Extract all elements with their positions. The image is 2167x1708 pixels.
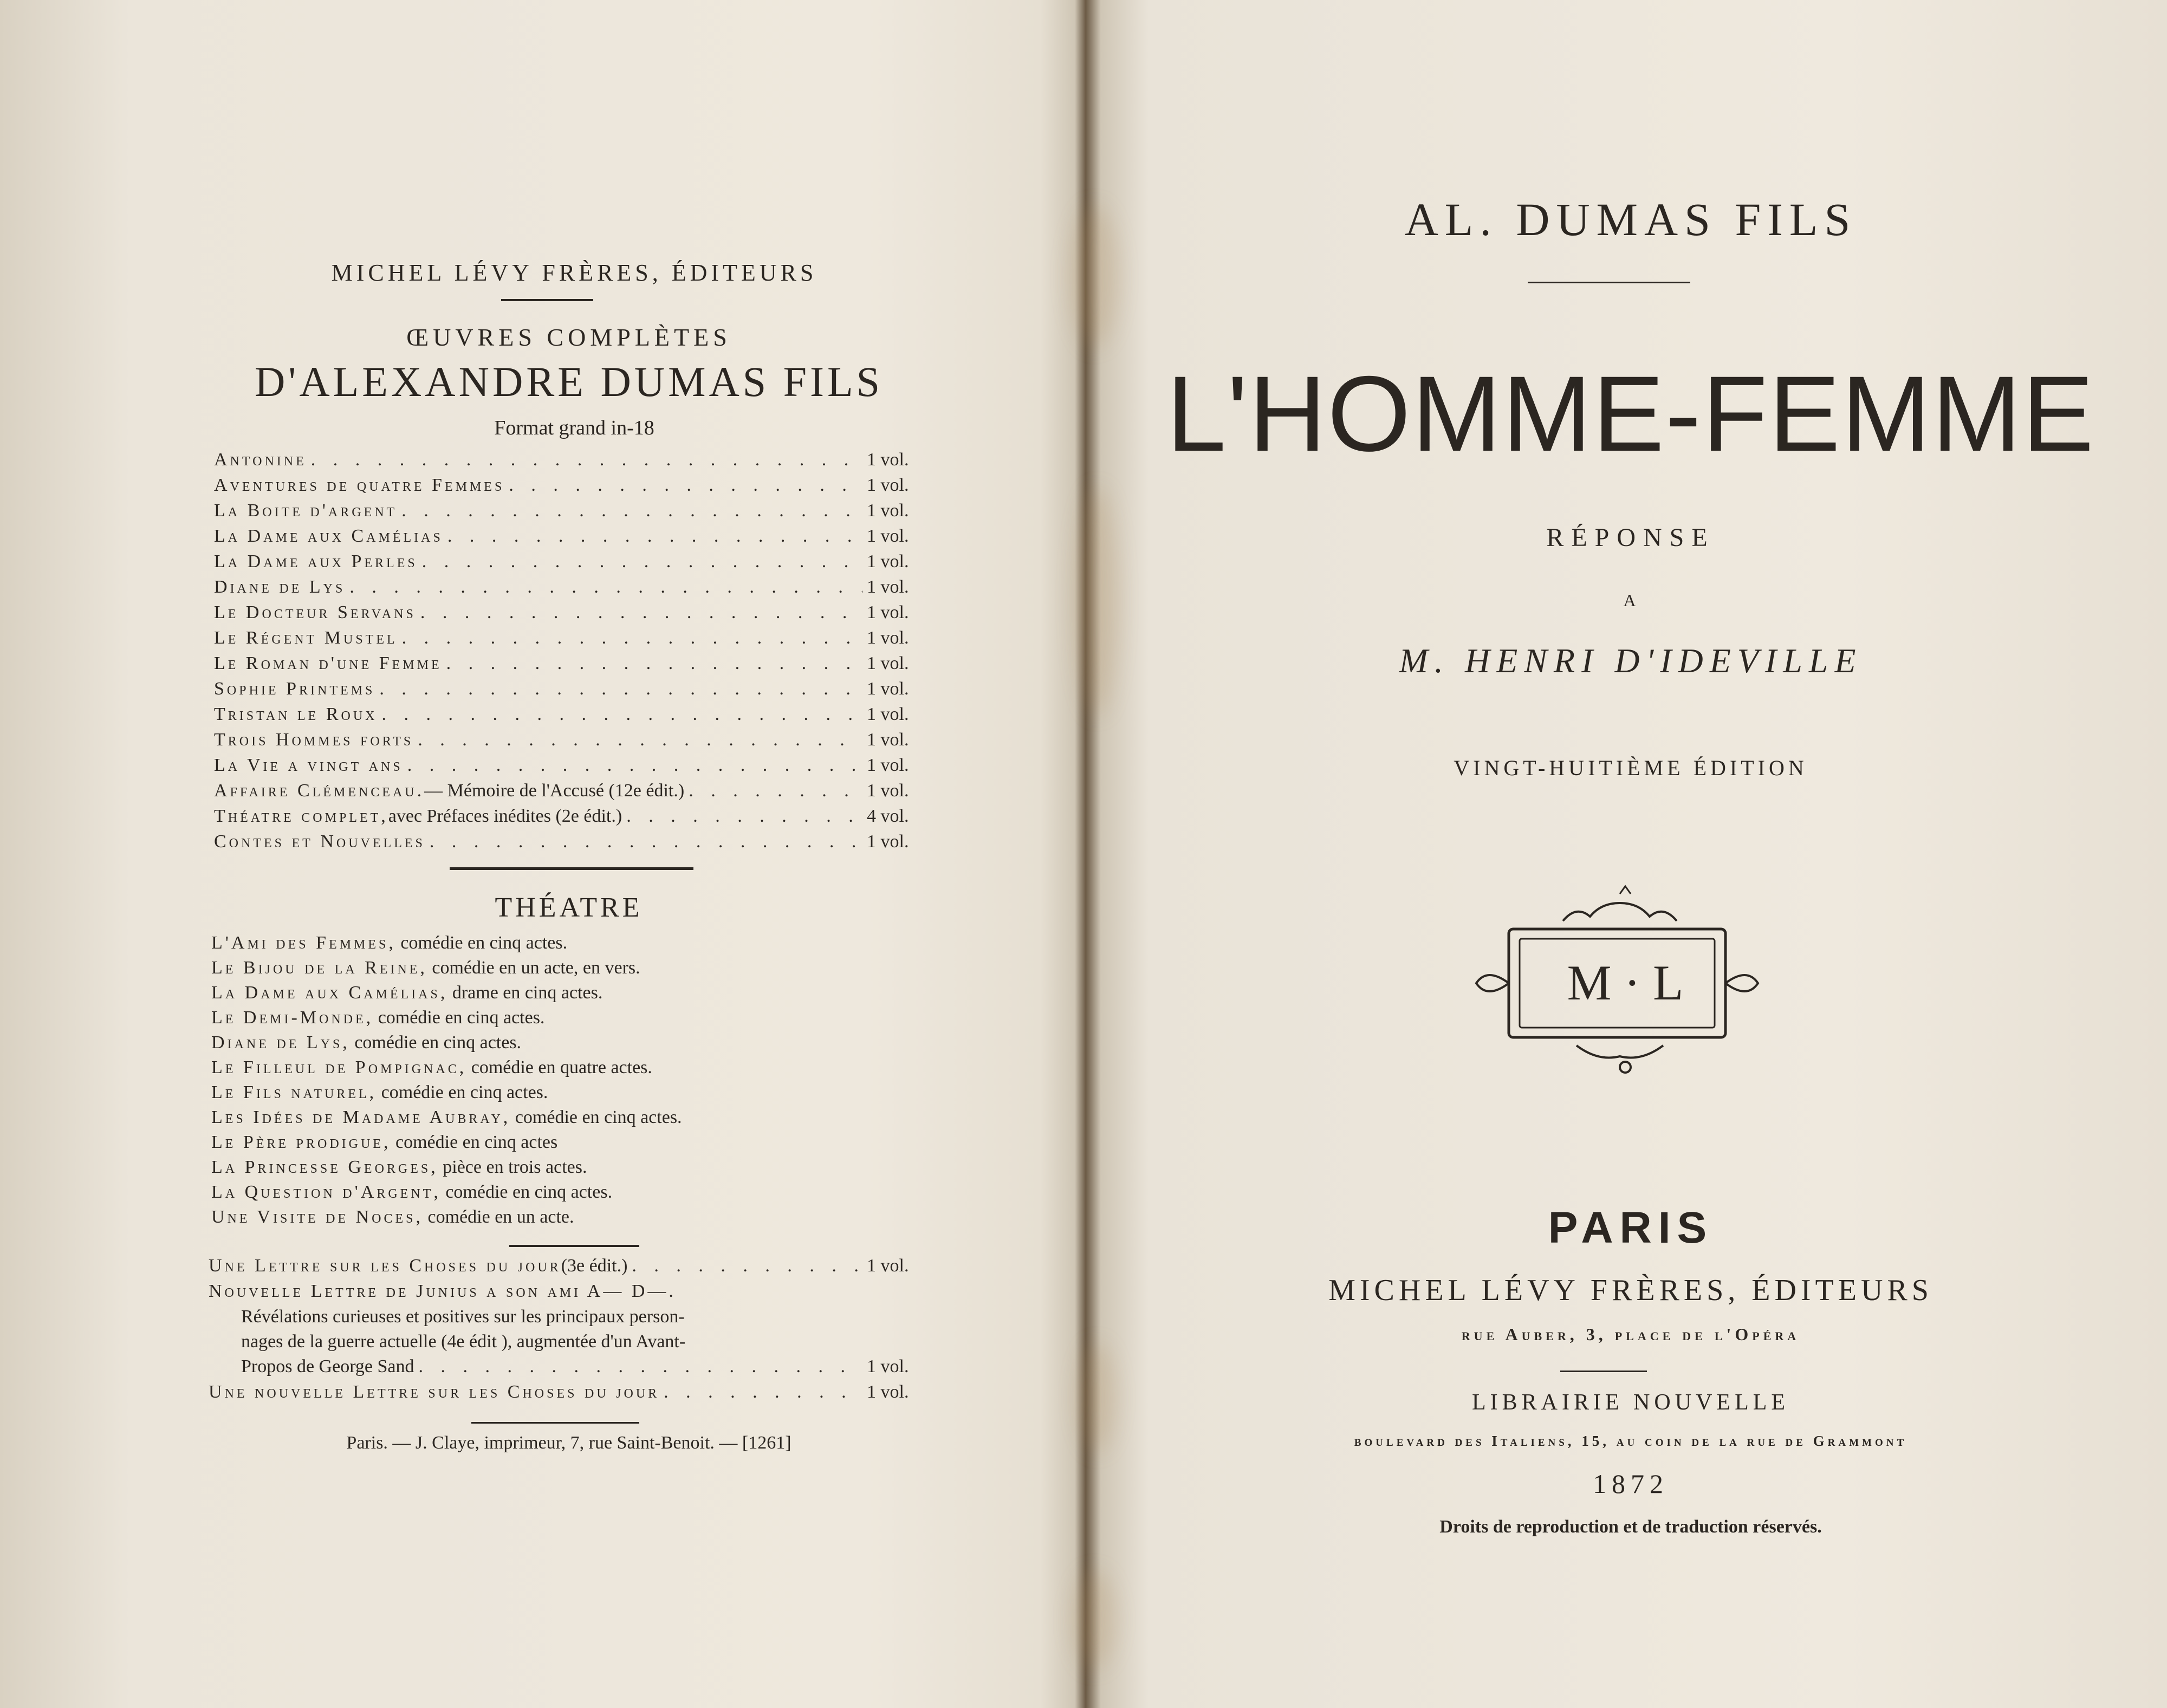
volume-count: 1 vol. <box>867 450 909 470</box>
volume-count: 1 vol. <box>867 679 909 699</box>
play-title: Le Demi-Monde, <box>211 1008 374 1028</box>
collection-heading: ŒUVRES COMPLÈTES <box>406 323 731 351</box>
list-item <box>211 958 682 983</box>
volume-count: 1 vol. <box>867 577 909 597</box>
work-title: Tristan le Roux <box>214 704 378 724</box>
list-item <box>209 1256 924 1281</box>
play-title: La Dame aux Camélias, <box>211 983 448 1003</box>
edition-statement: VINGT-HUITIÈME ÉDITION <box>1454 756 1808 780</box>
list-item <box>214 755 924 781</box>
list-item <box>214 679 924 704</box>
list-item <box>209 1281 924 1307</box>
work-title: Le Roman d'une Femme <box>214 653 442 673</box>
plays-list <box>211 933 682 1232</box>
publication-year: 1872 <box>1593 1469 1669 1499</box>
list-item <box>214 475 924 501</box>
list-item <box>214 730 924 755</box>
play-title: Le Filleul de Pompignac, <box>211 1057 467 1077</box>
list-item <box>211 1008 682 1032</box>
seal-monogram: M · L <box>1567 955 1684 1010</box>
list-item <box>211 933 682 958</box>
work-title: La Vie a vingt ans <box>214 755 403 775</box>
addressee: M. HENRI D'IDEVILLE <box>1399 641 1863 680</box>
work-title: Affaire Clémenceau. <box>214 781 425 801</box>
list-item <box>209 1356 924 1382</box>
rights-statement: Droits de reproduction et de traduction réservés. <box>1439 1517 1822 1537</box>
play-title: Le Bijou de la Reine, <box>211 958 427 978</box>
author-name: AL. DUMAS FILS <box>1404 193 1857 245</box>
volume-count: 1 vol. <box>867 755 909 775</box>
right-page <box>1094 0 2167 1708</box>
work-title: Une nouvelle Lettre sur les Choses du jour <box>209 1382 660 1402</box>
play-title: Les Idées de Madame Aubray, <box>211 1107 511 1127</box>
work-title: Une Lettre sur les Choses du jour <box>209 1256 561 1276</box>
play-description: comédie en un acte, en vers. <box>427 958 640 978</box>
list-item <box>214 551 924 577</box>
divider <box>450 867 693 870</box>
play-description: comédie en cinq actes. <box>349 1032 522 1053</box>
librairie-name: LIBRAIRIE NOUVELLE <box>1471 1390 1790 1415</box>
publisher-seal-icon <box>1452 883 1799 1083</box>
format-line: Format grand in-18 <box>494 417 654 439</box>
list-item <box>209 1382 924 1407</box>
work-note: avec Préfaces inédites (2e édit.) <box>388 806 622 826</box>
publisher-header: MICHEL LÉVY FRÈRES, ÉDITEURS <box>331 259 818 286</box>
work-title: La Dame aux Camélias <box>214 526 443 546</box>
volume-count: 1 vol. <box>867 475 909 495</box>
volume-count: 1 vol. <box>867 781 909 801</box>
play-description: comédie en cinq actes. <box>440 1182 613 1202</box>
work-title: Aventures de quatre Femmes <box>214 475 505 495</box>
divider <box>1528 282 1690 283</box>
work-title: Trois Hommes forts <box>214 730 414 750</box>
work-note: (3e édit.) <box>561 1256 628 1276</box>
volume-count: 1 vol. <box>867 1356 909 1376</box>
volume-count: 1 vol. <box>867 704 909 724</box>
list-item <box>214 450 924 475</box>
list-item <box>211 1207 682 1232</box>
subtitle-a: A <box>1623 590 1638 610</box>
work-title: Le Docteur Servans <box>214 602 416 622</box>
volume-count: 1 vol. <box>867 1256 909 1276</box>
volume-count: 1 vol. <box>867 602 909 622</box>
work-title: Théatre complet, <box>214 806 388 826</box>
list-item <box>211 1107 682 1132</box>
play-title: La Princesse Georges, <box>211 1157 438 1177</box>
play-title: Le Père prodigue, <box>211 1132 391 1152</box>
list-item <box>214 704 924 730</box>
work-description: nages de la guerre actuelle (4e édit ), augmentée d'un Avant- <box>241 1332 686 1352</box>
work-title: Le Régent Mustel <box>214 628 398 648</box>
divider <box>1560 1371 1647 1372</box>
list-item <box>211 1032 682 1057</box>
list-item <box>211 1132 682 1157</box>
list-item <box>211 983 682 1008</box>
works-catalog <box>214 450 924 857</box>
play-title: Le Fils naturel, <box>211 1082 377 1102</box>
city: PARIS <box>1548 1203 1714 1252</box>
work-title: La Boite d'argent <box>214 501 398 521</box>
volume-count: 4 vol. <box>867 806 909 826</box>
play-description: comédie en un acte. <box>423 1207 574 1227</box>
printer-line: Paris. — J. Claye, imprimeur, 7, rue Saint-Benoit. — [1261] <box>346 1433 791 1453</box>
play-description: comédie en cinq actes <box>391 1132 558 1152</box>
work-title: La Dame aux Perles <box>214 551 418 572</box>
play-description: pièce en trois actes. <box>438 1157 587 1177</box>
publisher-name: MICHEL LÉVY FRÈRES, ÉDITEURS <box>1328 1274 1933 1307</box>
work-title: Nouvelle Lettre de Junius a son ami A— D—. <box>209 1281 676 1301</box>
list-item <box>214 806 924 832</box>
volume-count: 1 vol. <box>867 551 909 572</box>
volume-count: 1 vol. <box>867 628 909 648</box>
play-title: L'Ami des Femmes, <box>211 933 396 953</box>
work-title: Sophie Printems <box>214 679 375 699</box>
play-description: comédie en cinq actes. <box>373 1008 545 1028</box>
play-description: drame en cinq actes. <box>447 983 603 1003</box>
list-item <box>214 832 924 857</box>
volume-count: 1 vol. <box>867 832 909 852</box>
divider <box>471 1422 639 1424</box>
play-title: Diane de Lys, <box>211 1032 350 1053</box>
play-title: Une Visite de Noces, <box>211 1207 424 1227</box>
publisher-address: rue Auber, 3, place de l'Opéra <box>1461 1324 1800 1344</box>
list-item <box>214 526 924 551</box>
volume-count: 1 vol. <box>867 653 909 673</box>
work-title: Contes et Nouvelles <box>214 832 425 852</box>
volume-count: 1 vol. <box>867 730 909 750</box>
letters-section <box>209 1256 924 1407</box>
collection-title: D'ALEXANDRE DUMAS FILS <box>254 358 884 405</box>
volume-count: 1 vol. <box>867 1382 909 1402</box>
work-description: Révélations curieuses et positives sur les principaux person- <box>241 1307 685 1327</box>
list-item <box>214 501 924 526</box>
list-item <box>211 1182 682 1207</box>
volume-count: 1 vol. <box>867 501 909 521</box>
librairie-address: boulevard des Italiens, 15, au coin de la rue de Grammont <box>1354 1433 1908 1449</box>
work-title: Antonine <box>214 450 307 470</box>
subtitle-reponse: RÉPONSE <box>1546 523 1715 552</box>
work-description: Propos de George Sand <box>241 1356 414 1376</box>
list-item <box>211 1157 682 1182</box>
list-item <box>214 653 924 679</box>
work-note: — Mémoire de l'Accusé (12e édit.) <box>424 781 685 801</box>
play-description: comédie en cinq actes. <box>377 1082 548 1102</box>
list-item <box>211 1082 682 1107</box>
play-description: comédie en cinq actes. <box>395 933 568 953</box>
list-item <box>214 577 924 602</box>
play-title: La Question d'Argent, <box>211 1182 441 1202</box>
list-item <box>214 628 924 653</box>
theatre-heading: THÉATRE <box>495 892 643 923</box>
work-title: Diane de Lys <box>214 577 346 597</box>
play-description: comédie en cinq actes. <box>510 1107 682 1127</box>
list-item <box>214 602 924 628</box>
list-item <box>214 781 924 806</box>
play-description: comédie en quatre actes. <box>466 1057 652 1077</box>
divider <box>501 299 593 301</box>
divider <box>509 1245 639 1247</box>
volume-count: 1 vol. <box>867 526 909 546</box>
book-title: L'HOMME-FEMME <box>1166 354 2095 473</box>
list-item <box>211 1057 682 1082</box>
